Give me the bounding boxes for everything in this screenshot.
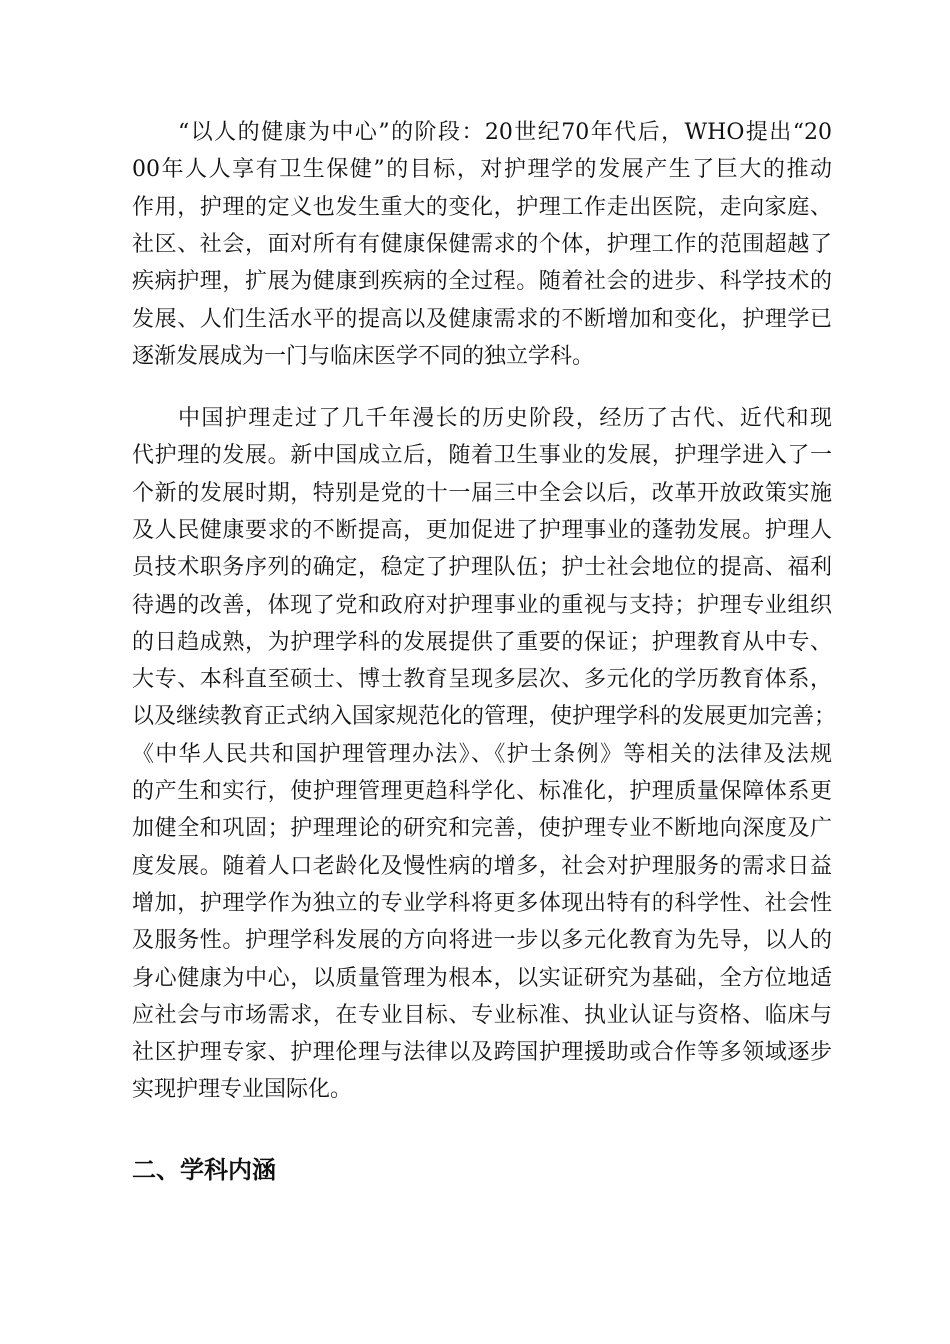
paragraph-1-line-2: 00年人人享有卫生保健”的目标，对护理学的发展产生了巨大的推动 (132, 157, 832, 183)
paragraph-2-line-11: 的产生和实行，使护理管理更趋科学化、标准化，护理质量保障体系更 (132, 779, 832, 804)
paragraph-1-line-7: 逐渐发展成为一门与临床医学不同的独立学科。 (132, 343, 595, 369)
paragraph-2-line-15: 及服务性。护理学科发展的方向将进一步以多元化教育为先导，以人的 (132, 928, 832, 954)
paragraph-2-line-16: 身心健康为中心，以质量管理为根本，以实证研究为基础，全方位地适 (132, 965, 832, 991)
paragraph-2-line-13: 度发展。随着人口老龄化及慢性病的增多，社会对护理服务的需求日益 (132, 853, 832, 879)
paragraph-1-line-5: 疾病护理，扩展为健康到疾病的全过程。随着社会的进步、科学技术的 (132, 269, 832, 295)
paragraph-2-line-18: 社区护理专家、护理伦理与法律以及跨国护理援助或合作等多领域逐步 (132, 1040, 832, 1066)
paragraph-2-line-14: 增加，护理学作为独立的专业学科将更多体现出特有的科学性、社会性 (132, 890, 832, 916)
paragraph-2-line-3: 个新的发展时期，特别是党的十一届三中全会以后，改革开放政策实施 (132, 480, 832, 506)
paragraph-2-line-10: 《中华人民共和国护理管理办法》、《护士条例》等相关的法律及法规 (132, 741, 832, 767)
paragraph-2-line-6: 待遇的改善，体现了党和政府对护理事业的重视与支持；护理专业组织 (132, 592, 832, 618)
paragraph-1-line-6: 发展、人们生活水平的提高以及健康需求的不断增加和变化，护理学已 (132, 306, 832, 332)
paragraph-2-line-2: 代护理的发展。新中国成立后，随着卫生事业的发展，护理学进入了一 (132, 443, 832, 469)
paragraph-2-line-8: 大专、本科直至硕士、博士教育呈现多层次、多元化的学历教育体系， (132, 667, 832, 693)
section-heading: 二、学科内涵 (132, 1156, 276, 1184)
paragraph-2-line-17: 应社会与市场需求，在专业目标、专业标准、执业认证与资格、临床与 (132, 1002, 832, 1028)
paragraph-2-line-9: 以及继续教育正式纳入国家规范化的管理，使护理学科的发展更加完善； (132, 704, 837, 730)
paragraph-2-line-4: 及人民健康要求的不断提高，更加促进了护理事业的蓬勃发展。护理人 (132, 517, 832, 543)
paragraph-2-line-12: 加健全和巩固；护理理论的研究和完善，使护理专业不断地向深度及广 (132, 816, 832, 842)
paragraph-1-line-1: “以人的健康为中心”的阶段：20世纪70年代后，WHO提出“20 (178, 120, 832, 145)
paragraph-1-line-3: 作用，护理的定义也发生重大的变化，护理工作走出医院，走向家庭、 (132, 194, 832, 220)
paragraph-2-line-19: 实现护理专业国际化。 (132, 1077, 353, 1103)
paragraph-2-line-7: 的日趋成熟，为护理学科的发展提供了重要的保证；护理教育从中专、 (132, 629, 832, 655)
paragraph-2-line-1: 中国护理走过了几千年漫长的历史阶段，经历了古代、近代和现 (178, 406, 832, 431)
paragraph-2-line-5: 员技术职务序列的确定，稳定了护理队伍；护士社会地位的提高、福利 (132, 555, 832, 581)
paragraph-1-line-4: 社区、社会，面对所有有健康保健需求的个体，护理工作的范围超越了 (132, 231, 832, 257)
